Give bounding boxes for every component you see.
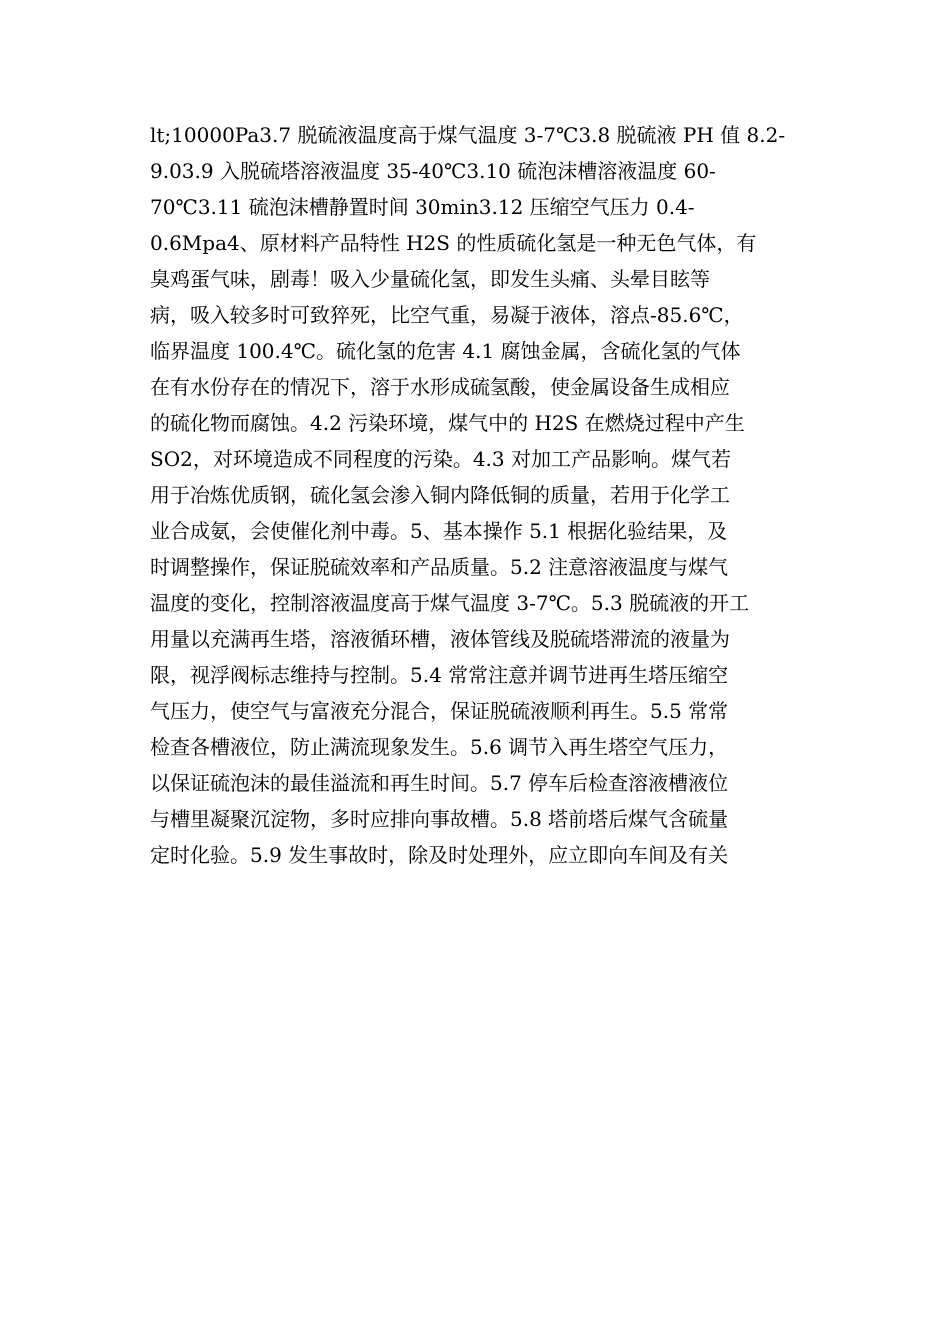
text-line: 与槽里凝聚沉淀物，多时应排向事故槽。5.8 塔前塔后煤气含硫量 — [150, 807, 729, 831]
text-line: 0.6Mpa4、原材料产品特性 H2S 的性质硫化氢是一种无色气体，有 — [150, 231, 757, 255]
body-text — [150, 117, 810, 873]
text-line: 的硫化物而腐蚀。4.2 污染环境，煤气中的 H2S 在燃烧过程中产生 — [150, 411, 745, 435]
text-line: 在有水份存在的情况下，溶于水形成硫氢酸，使金属设备生成相应 — [150, 375, 730, 399]
text-line: 限，视浮阀标志维持与控制。5.4 常常注意并调节进再生塔压缩空 — [150, 663, 729, 687]
text-line: 臭鸡蛋气味，剧毒！吸入少量硫化氢，即发生头痛、头晕目眩等 — [150, 267, 710, 291]
text-line: 用于冶炼优质钢，硫化氢会渗入铜内降低铜的质量，若用于化学工 — [150, 483, 730, 507]
text-line: lt;10000Pa3.7 脱硫液温度高于煤气温度 3-7℃3.8 脱硫液 PH 值 8.2- — [150, 123, 786, 147]
text-line: 时调整操作，保证脱硫效率和产品质量。5.2 注意溶液温度与煤气 — [150, 555, 729, 579]
text-line: 以保证硫泡沫的最佳溢流和再生时间。5.7 停车后检查溶液槽液位 — [150, 771, 729, 795]
text-line: 温度的变化，控制溶液温度高于煤气温度 3-7℃。5.3 脱硫液的开工 — [150, 591, 750, 615]
text-line: 病，吸入较多时可致猝死，比空气重，易凝于液体，溶点-85.6℃， — [150, 303, 744, 327]
text-line: 9.03.9 入脱硫塔溶液温度 35-40℃3.10 硫泡沫槽溶液温度 60- — [150, 159, 716, 183]
text-line: 用量以充满再生塔，溶液循环槽，液体管线及脱硫塔滞流的液量为 — [150, 627, 730, 651]
text-line: 70℃3.11 硫泡沫槽静置时间 30min3.12 压缩空气压力 0.4- — [150, 195, 695, 219]
text-line: 业合成氨，会使催化剂中毒。5、基本操作 5.1 根据化验结果，及 — [150, 519, 728, 543]
text-line: 临界温度 100.4℃。硫化氢的危害 4.1 腐蚀金属，含硫化氢的气体 — [150, 339, 741, 363]
text-line: 气压力，使空气与富液充分混合，保证脱硫液顺利再生。5.5 常常 — [150, 699, 729, 723]
text-line: SO2，对环境造成不同程度的污染。4.3 对加工产品影响。煤气若 — [150, 447, 731, 471]
text-line: 检查各槽液位，防止满流现象发生。5.6 调节入再生塔空气压力， — [150, 735, 729, 759]
text-line: 定时化验。5.9 发生事故时，除及时处理外，应立即向车间及有关 — [150, 843, 729, 867]
